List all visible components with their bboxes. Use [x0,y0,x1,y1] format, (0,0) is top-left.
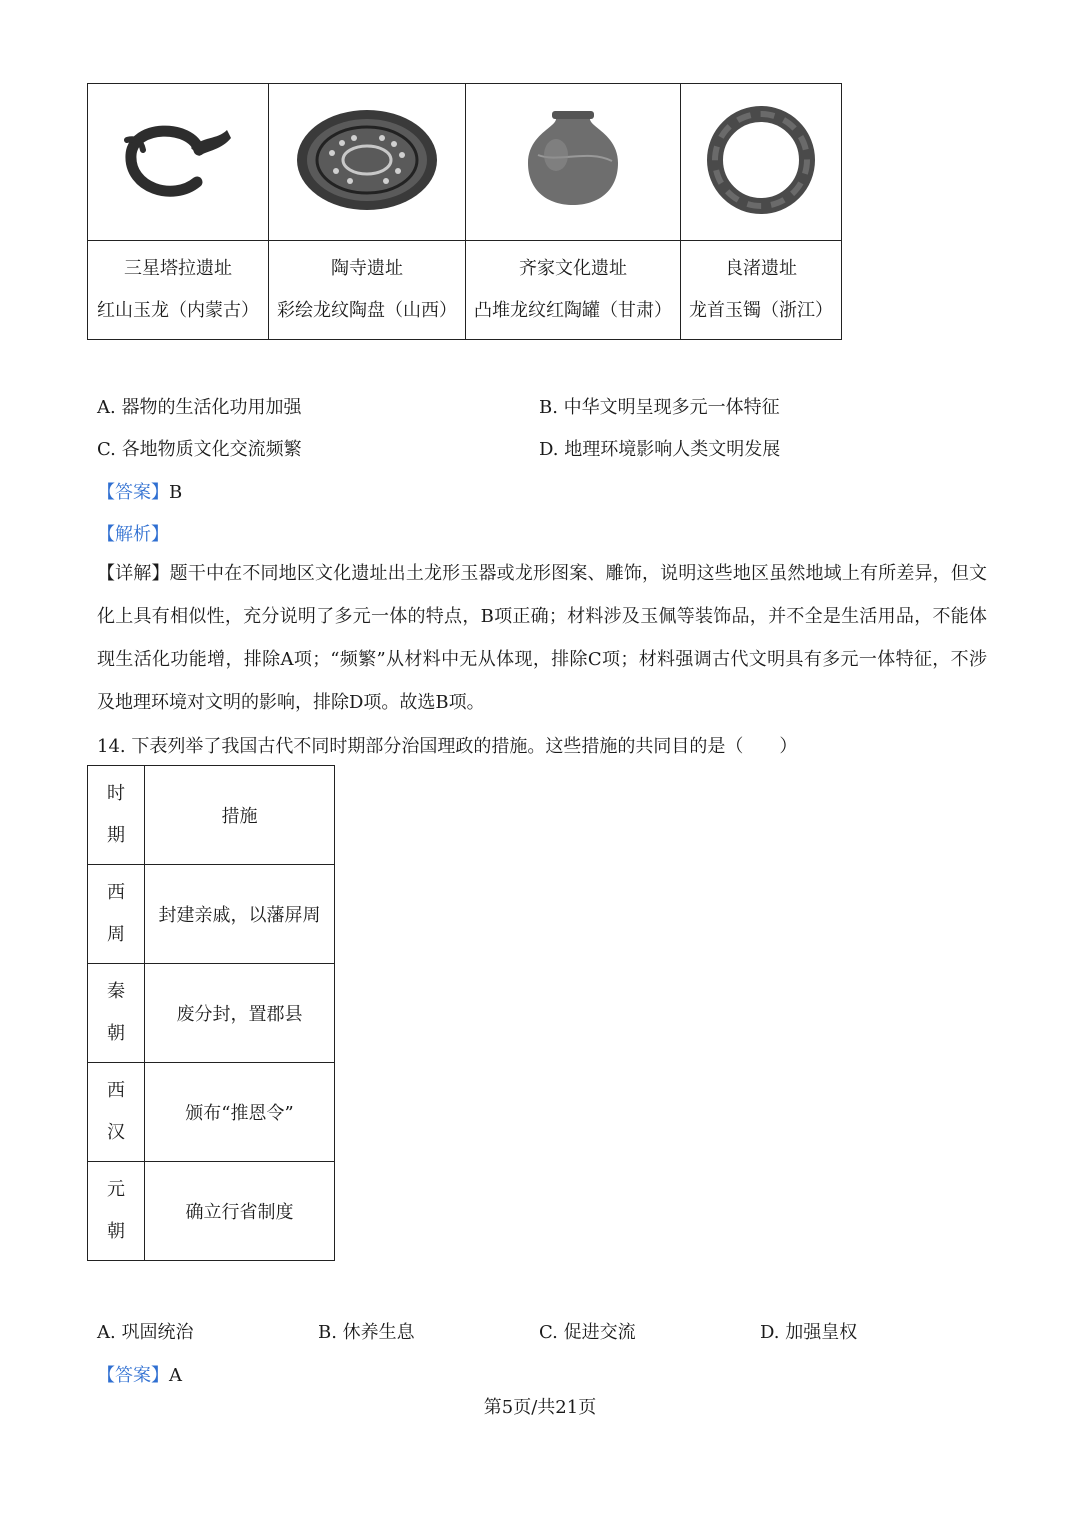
q14-stem: 14. 下表列举了我国古代不同时期部分治国理政的措施。这些措施的共同目的是（ ） [97,736,798,757]
q14-option-c: C. 促进交流 [539,1322,636,1343]
answer-label: 【答案】 [97,482,169,503]
q14-answer [97,1361,182,1387]
q13-option-c: C. 各地物质文化交流频繁 [97,439,302,460]
artifact-name: 彩绘龙纹陶盘（山西） [277,300,457,321]
artifact-cell [466,84,681,241]
artifact-caption [681,241,842,340]
artifact-name: 红山玉龙（内蒙古） [97,300,259,321]
q13-answer [97,478,182,504]
artifact-caption [269,241,466,340]
artifact-image-row [88,84,842,241]
jade-dragon-image [113,110,243,210]
detail-label: 【详解】 [97,563,170,584]
measure-cell: 封建亲戚，以藩屏周 [145,865,335,964]
analysis-label: 【解析】 [97,524,169,545]
q14-option-d: D. 加强皇权 [760,1322,858,1343]
answer-value: A [169,1365,182,1386]
answer-label: 【答案】 [97,1365,169,1386]
artifact-name: 龙首玉镯（浙江） [689,300,833,321]
q14-option-b: B. 休养生息 [318,1322,415,1343]
artifact-caption-row [88,241,842,340]
measures-table [87,765,335,1261]
q13-option-d: D. 地理环境影响人类文明发展 [539,439,781,460]
artifact-site: 良渚遗址 [725,258,797,279]
q13-analysis-label [97,520,169,546]
detail-text: 题干中在不同地区文化遗址出土龙形玉器或龙形图案、雕饰，说明这些地区虽然地域上有所差异，但文化上具有相似性，充分说明了多元一体的特点，B项正确；材料涉及玉佩等装饰品，并不全是生活用品，不能体现生活化功能增，排除A项；“频繁”从材料中无从体现，排除C项；材料强调古代文明具有多元一体特征，不涉及地理环境对文明的影响，排除D项。故选B项。 [97,563,988,713]
q14-option-a: A. 巩固统治 [97,1322,194,1343]
page-number: 第5页/共21页 [483,1397,597,1418]
artifact-table [87,83,842,340]
measure-header: 措施 [145,766,335,865]
q13-option-a: A. 器物的生活化功用加强 [97,397,302,418]
period-header: 时 期 [88,766,145,865]
period-cell: 西 汉 [88,1063,145,1162]
artifact-caption [88,241,269,340]
measure-cell: 确立行省制度 [145,1162,335,1261]
table-row [88,865,335,964]
measure-cell: 颁布“推恩令” [145,1063,335,1162]
artifact-name: 凸堆龙纹红陶罐（甘肃） [474,300,672,321]
jade-bracelet-image [701,100,821,220]
table-row [88,964,335,1063]
artifact-cell [681,84,842,241]
q13-detail [97,552,987,724]
measure-cell: 废分封，置郡县 [145,964,335,1063]
period-cell: 元 朝 [88,1162,145,1261]
table-row [88,1162,335,1261]
artifact-cell [88,84,269,241]
artifact-site: 齐家文化遗址 [519,258,627,279]
artifact-site: 三星塔拉遗址 [124,258,232,279]
pottery-jar-image [518,105,628,215]
artifact-caption [466,241,681,340]
answer-value: B [169,482,183,503]
measures-header-row [88,766,335,865]
period-cell: 西 周 [88,865,145,964]
artifact-site: 陶寺遗址 [331,258,403,279]
artifact-cell [269,84,466,241]
painted-plate-image [292,105,442,215]
period-cell: 秦 朝 [88,964,145,1063]
table-row [88,1063,335,1162]
q13-option-b: B. 中华文明呈现多元一体特征 [539,397,780,418]
